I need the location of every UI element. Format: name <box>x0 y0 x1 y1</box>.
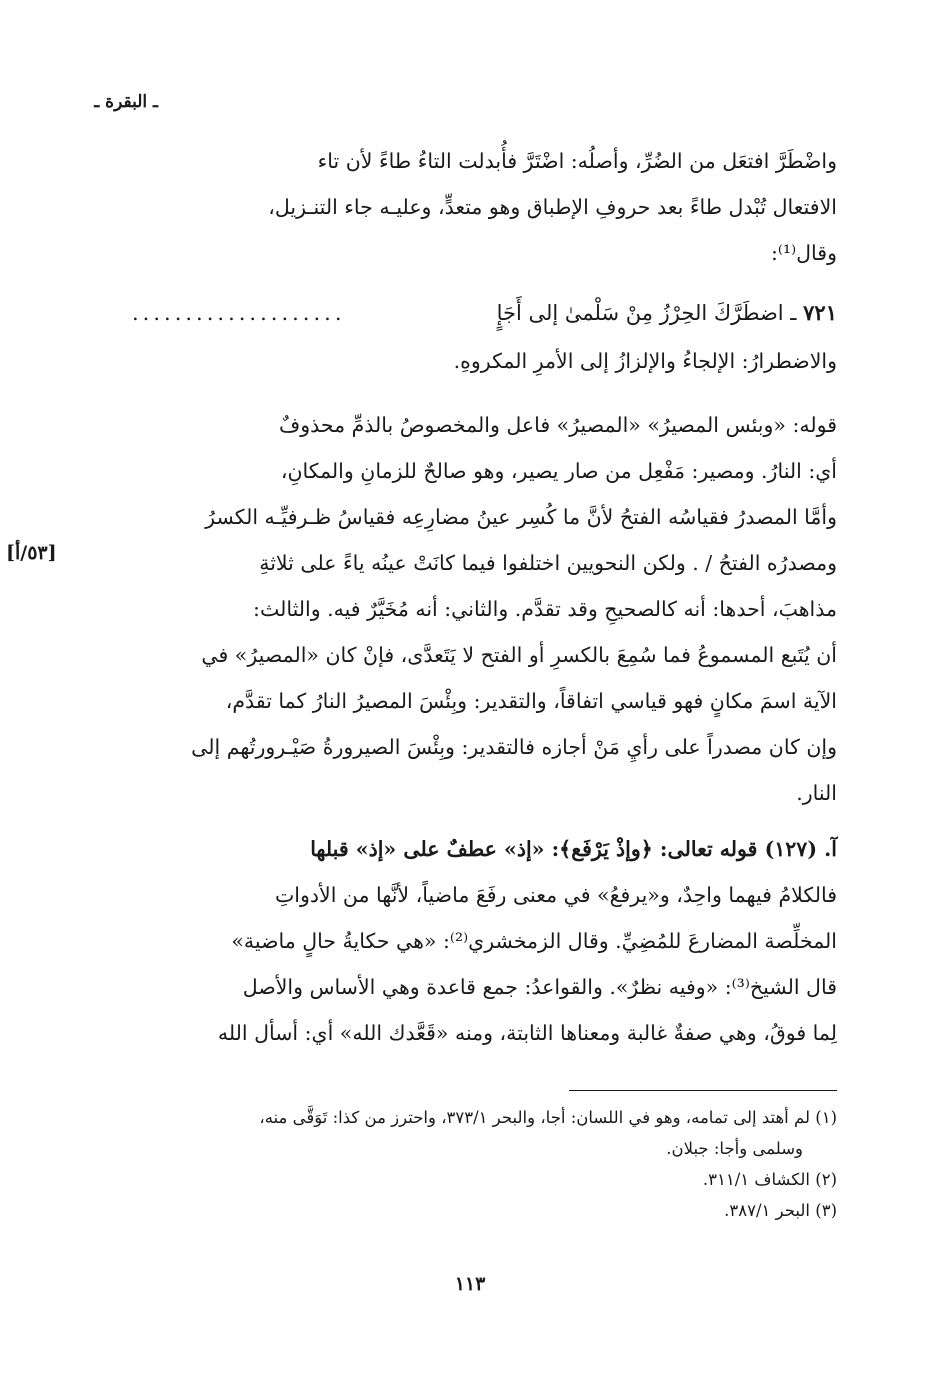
paragraph-2 <box>132 402 837 816</box>
page-number: ١١٣ <box>454 1273 486 1295</box>
footnote-3: (٣) البحر ٣٨٧/١. <box>724 1201 837 1220</box>
text-line: قوله: «وبئس المصيرُ» «المصيرُ» فاعل والمخصوصُ بالذمِّ محذوفٌ <box>278 413 837 437</box>
footnote-1: (١) لم أهتد إلى تمامه، وهو في اللسان: أجا، والبحر ٣٧٣/١، واحترز من كذا: تَوَقَّى منه، <box>259 1108 837 1127</box>
text-line: أن يُتَبع المسموعُ فما سُمِعَ بالكسرِ أو الفتح لا يَتَعدَّى، فإنْ كان «المصيرُ» في <box>201 643 837 667</box>
footnote-2: (٢) الكشاف ٣١١/١. <box>702 1170 837 1189</box>
text-line: لِما فوقُ، وهي صفةٌ غالبة ومعناها الثابتة، ومنه «قَعَّدك الله» أي: أسأل الله <box>217 1021 837 1045</box>
text-line: آ. (١٢٧) قوله تعالى: ﴿وإذْ يَرْفَع﴾: «إذ» عطفٌ على «إذ» قبلها <box>310 837 837 861</box>
verse-line <box>132 290 837 336</box>
text-line: قال الشيخ⁽³⁾: «وفيه نظرٌ». والقواعدُ: جمع قاعدة وهي الأساس والأصل <box>242 975 837 999</box>
paragraph-1 <box>132 138 837 276</box>
text-line: النار. <box>796 781 837 805</box>
footnotes <box>132 1102 837 1226</box>
text-line: وإن كان مصدراً على رأيِ مَنْ أجازه فالتقدير: وبِئْسَ الصيرورةُ صَيْـرورتُهم إلى <box>191 735 837 759</box>
text-line: وأمَّا المصدرُ فقياسُه الفتحُ لأنَّ ما كُسِر عينُ مضارِعِه فقياسُ ظـرفيِّـه الكسرُ <box>205 505 837 529</box>
text-line: الآية اسمَ مكانٍ فهو قياسي اتفاقاً، والتقدير: وبِئْسَ المصيرُ النارُ كما تقدَّم، <box>225 689 837 713</box>
text-line: واضْطَرَّ افتعَل من الضُرِّ، وأصلُه: اضْتَرَّ فأُبدلت التاءُ طاءً لأن تاء <box>317 149 837 173</box>
manuscript-folio-ref: [٥٣/أ] <box>6 542 57 564</box>
paragraph-3 <box>132 826 837 1056</box>
running-header: ـ البقرة ـ <box>94 92 158 112</box>
verse-explanation <box>132 338 837 384</box>
footnote-1-continued: وسلمى وأجا: جبلان. <box>666 1139 803 1158</box>
text-line: فالكلامُ فيهما واحِدٌ، و«يرفعُ» في معنى رفَعَ ماضياً، لأنَّها من الأدواتِ <box>275 883 837 907</box>
text-line: مذاهبَ، أحدها: أنه كالصحيحِ وقد تقدَّم. والثاني: أنه مُخَيَّرٌ فيه. والثالث: <box>253 597 837 621</box>
text-line: المخلِّصة المضارعَ للمُضِيِّ. وقال الزمخشري⁽²⁾: «هي حكايةُ حالٍ ماضية» <box>231 929 837 953</box>
text-line: الافتعال تُبْدل طاءً بعد حروفِ الإطباق وهو متعدٍّ، وعليـه جاء التنـزيل، <box>268 195 837 219</box>
verse-text: ـ اضطَرَّكَ الحِرْزُ مِنْ سَلْمىٰ إلى أَجَإٍ <box>496 301 797 325</box>
text-line: ومصدرُه الفتحُ / . ولكن النحويين اختلفوا فيما كانَتْ عينُه ياءً على ثلاثةِ <box>259 551 837 575</box>
footnote-divider <box>569 1090 837 1091</box>
text-line: وقال⁽¹⁾: <box>770 241 837 265</box>
text-line: أي: النارُ. ومصير: مَفْعِل من صار يصير، وهو صالحٌ للزمانِ والمكانِ، <box>280 459 837 483</box>
verse-number: ٧٢١ <box>803 300 837 325</box>
text-line: والاضطرارُ: الإلجاءُ والإلزازُ إلى الأمرِ المكروهِ. <box>453 349 837 373</box>
verse-dots: .................... <box>132 301 346 325</box>
